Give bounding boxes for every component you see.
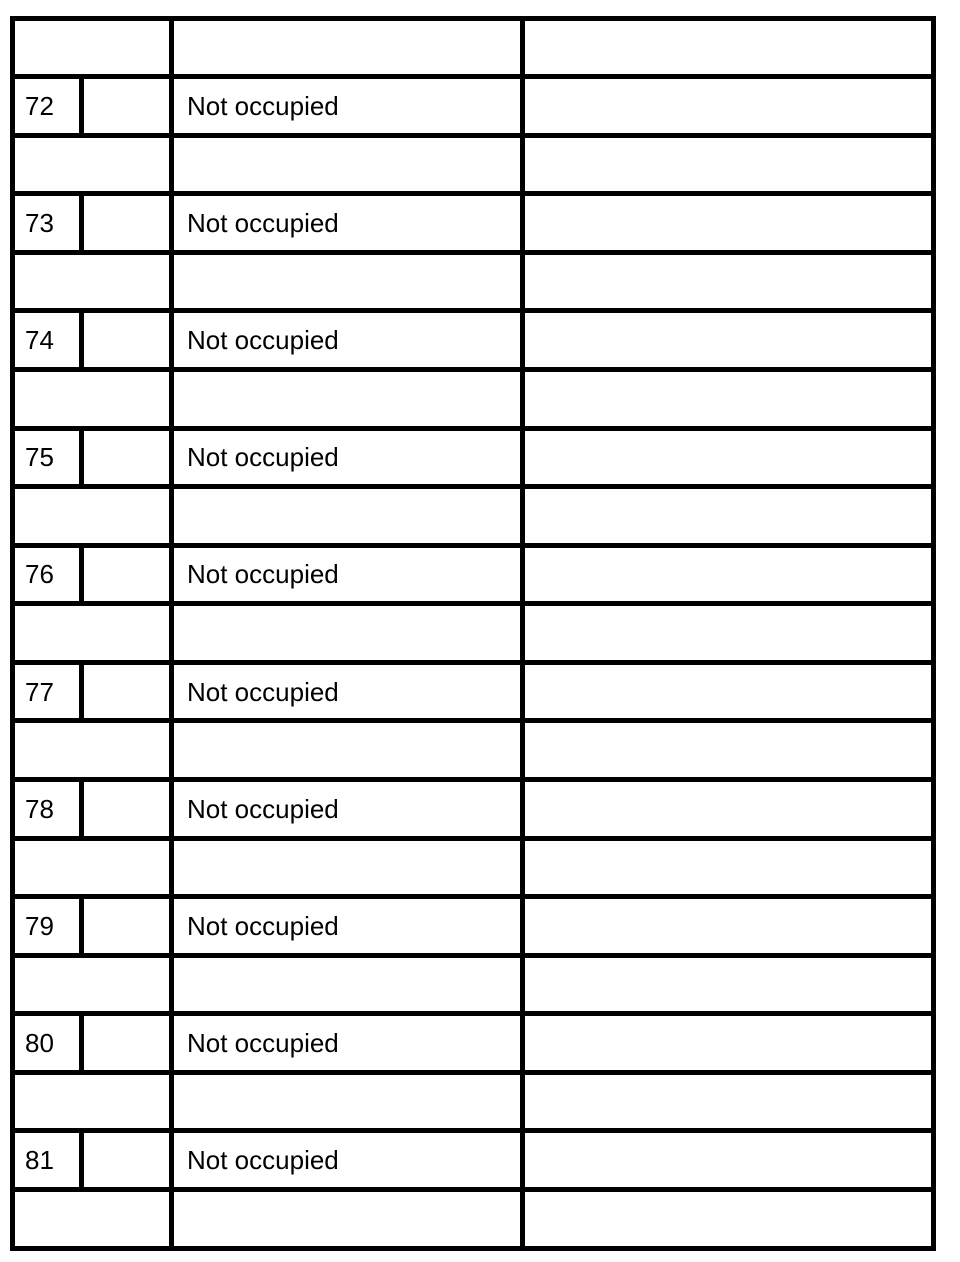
table-rule-14 [10,836,936,841]
row-status: Not occupied [187,1145,339,1176]
row-number: 80 [25,1028,54,1058]
number-subdivider [79,660,84,724]
row-number: 81 [25,1145,54,1176]
table-rule-21 [10,1246,936,1251]
table-border-left [10,16,15,1251]
row-number: 73 [25,208,54,238]
row-status: Not occupied [187,208,339,238]
table-rule-16 [10,953,936,958]
table-rule-4 [10,250,936,255]
number-subdivider [79,308,84,372]
row-status: Not occupied [187,559,339,590]
number-subdivider [79,543,84,607]
table-rule-5 [10,308,936,313]
table-rule-20 [10,1187,936,1192]
table-rule-7 [10,426,936,431]
table-border-right [931,16,936,1251]
table-rule-2 [10,133,936,138]
table-rule-19 [10,1128,936,1133]
number-subdivider [79,1011,84,1075]
table-rule-17 [10,1011,936,1016]
row-number: 75 [25,442,54,473]
row-number: 78 [25,793,54,824]
row-number: 77 [25,676,54,707]
row-number: 76 [25,559,54,590]
row-status: Not occupied [187,1028,339,1058]
table-rule-13 [10,777,936,782]
number-subdivider [79,894,84,958]
row-number: 79 [25,910,54,941]
number-subdivider [79,777,84,841]
number-subdivider [79,74,84,138]
row-status: Not occupied [187,676,339,707]
row-status: Not occupied [187,910,339,941]
column-divider-1 [169,16,174,1251]
table-rule-6 [10,367,936,372]
table-rule-12 [10,718,936,723]
row-number: 72 [25,90,54,121]
table-rule-9 [10,543,936,548]
column-divider-2 [520,16,525,1251]
table-rule-8 [10,484,936,489]
number-subdivider [79,1128,84,1192]
table-rule-0 [10,16,936,21]
table-rule-15 [10,894,936,899]
table-rule-10 [10,601,936,606]
row-status: Not occupied [187,90,339,121]
number-subdivider [79,426,84,490]
row-status: Not occupied [187,442,339,473]
number-subdivider [79,191,84,255]
row-status: Not occupied [187,793,339,824]
table-rule-11 [10,660,936,665]
table-rule-18 [10,1070,936,1075]
row-status: Not occupied [187,325,339,356]
table-rule-1 [10,74,936,79]
table-rule-3 [10,191,936,196]
row-number: 74 [25,325,54,356]
